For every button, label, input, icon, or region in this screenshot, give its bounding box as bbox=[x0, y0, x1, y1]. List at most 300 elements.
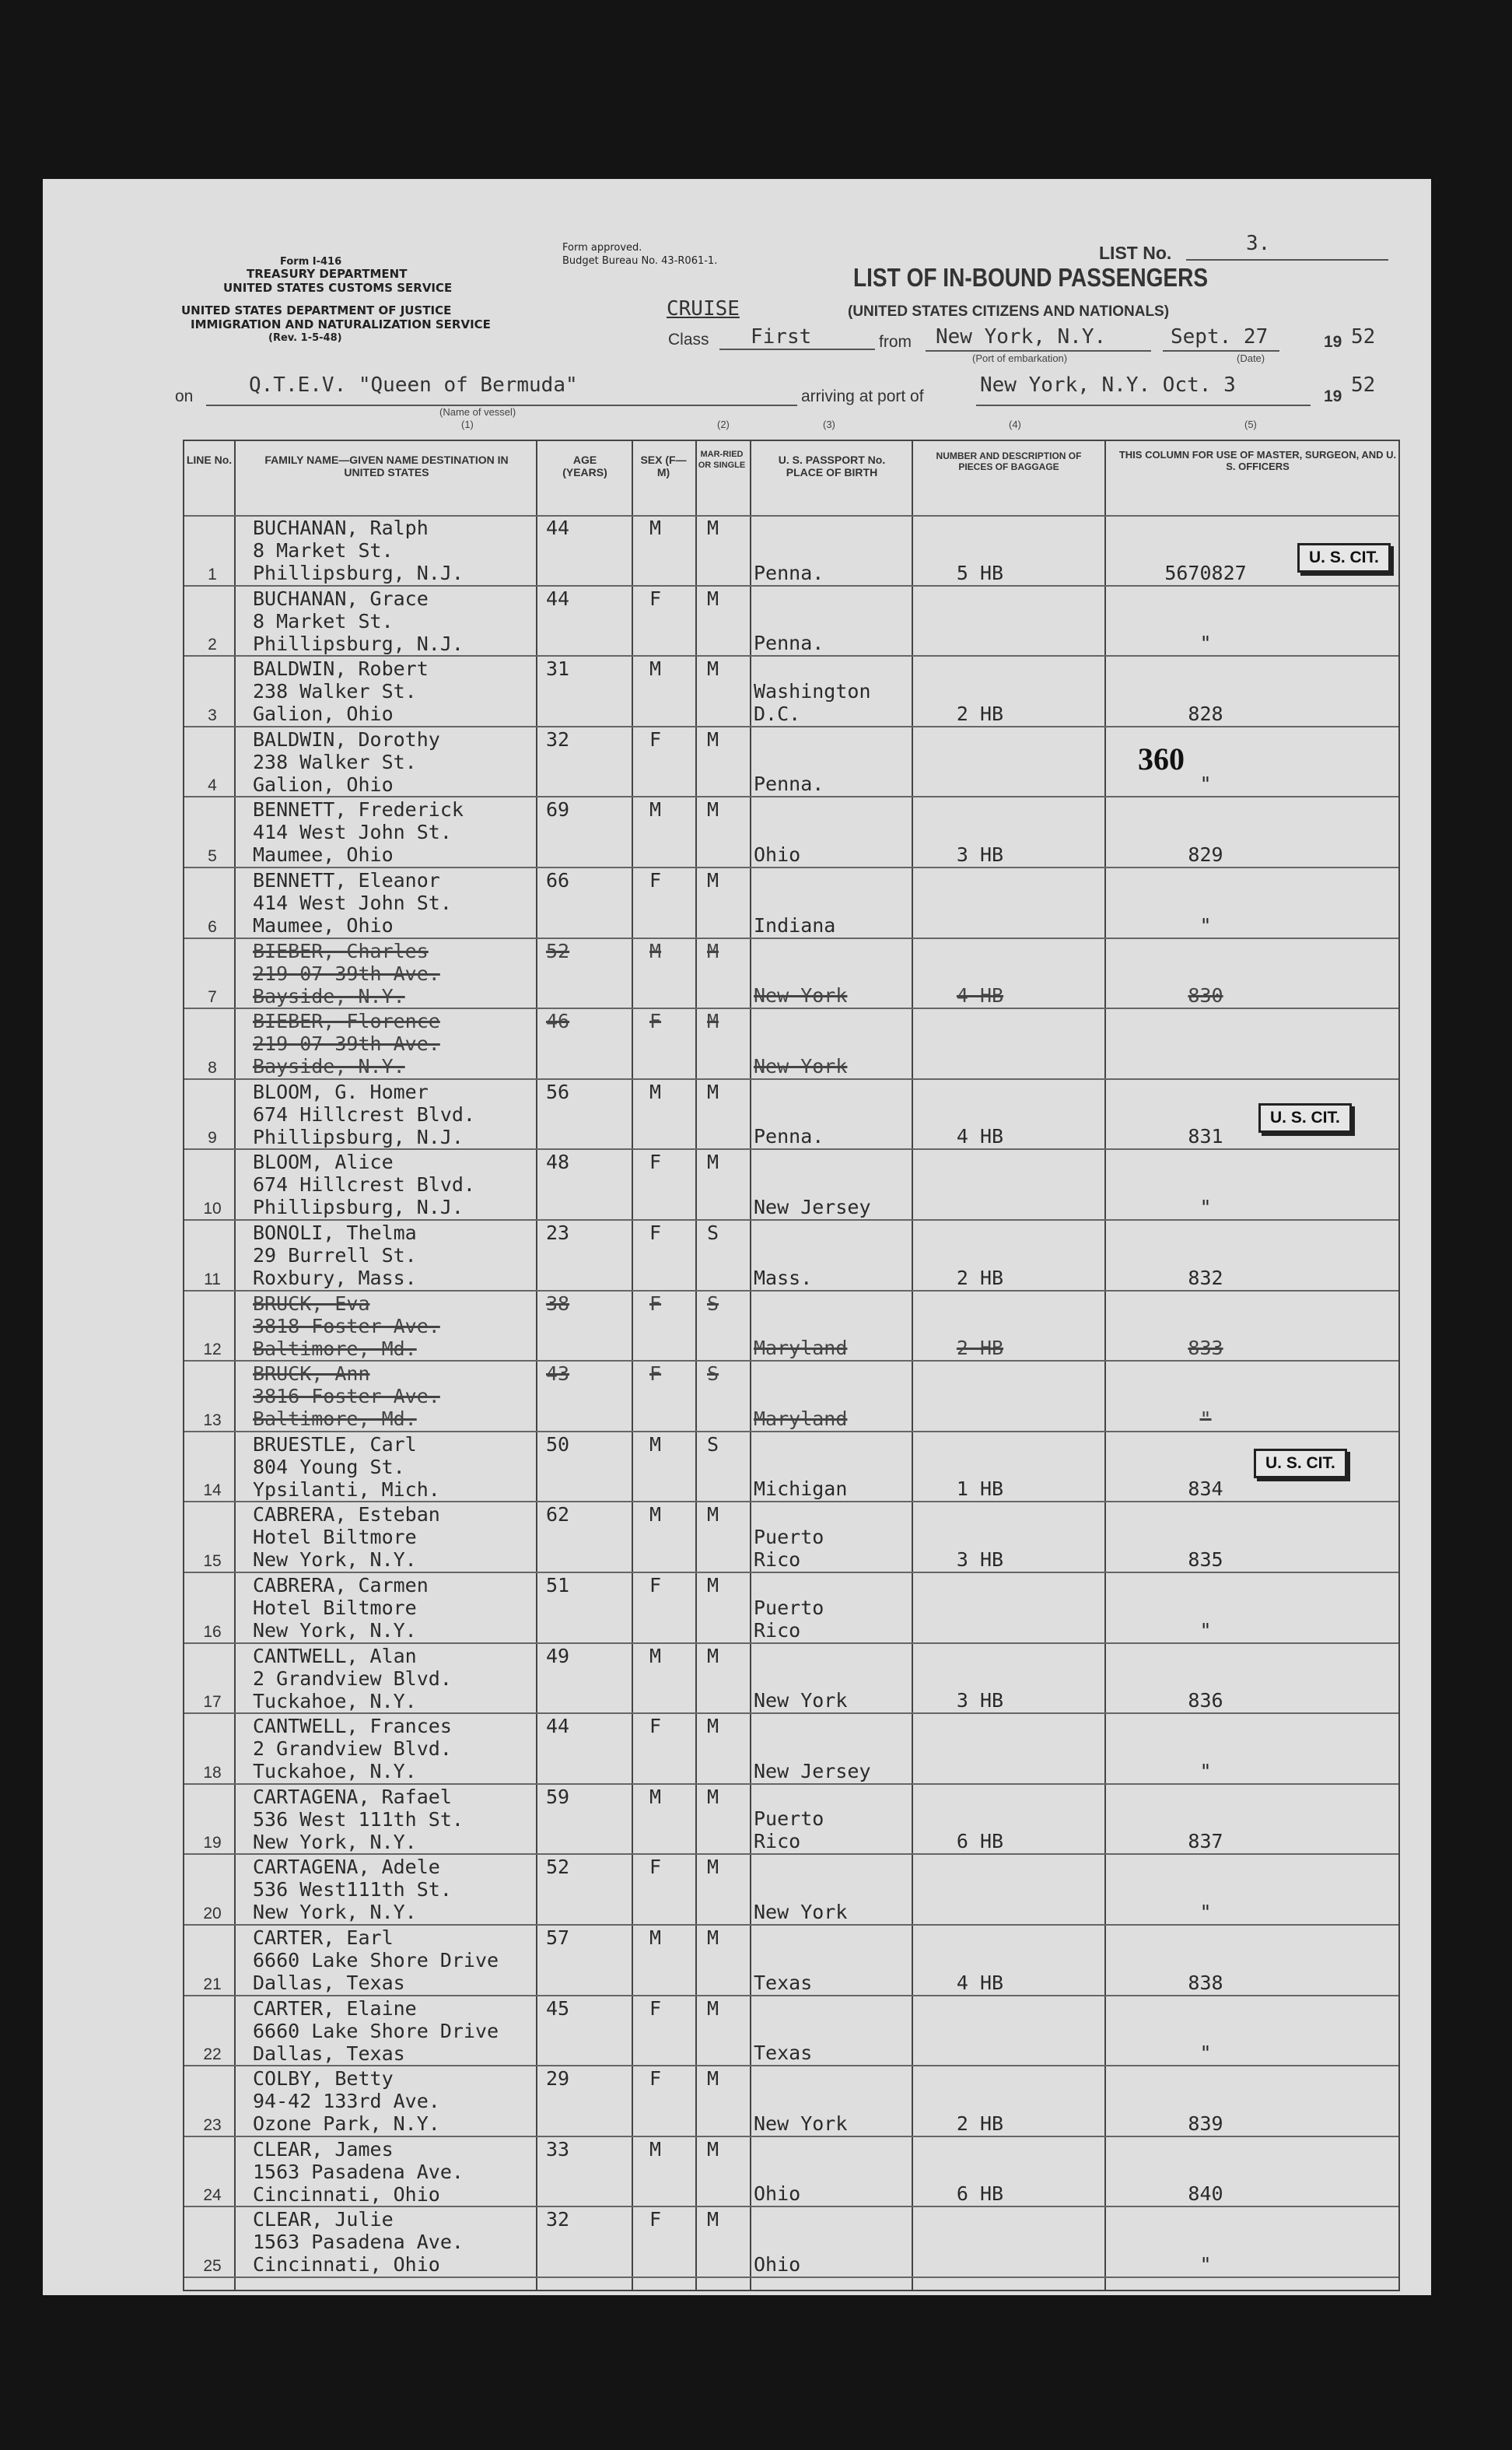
name-destination-cell bbox=[253, 1574, 429, 1642]
name-destination-cell bbox=[253, 728, 440, 796]
table-row bbox=[184, 586, 1398, 657]
name-destination-cell bbox=[253, 1786, 464, 1853]
date-line bbox=[1163, 350, 1279, 352]
destination-line: Galion, Ohio bbox=[253, 703, 394, 726]
marital-status-cell: M bbox=[707, 1010, 719, 1033]
table-row bbox=[184, 1149, 1398, 1220]
destination-line: Galion, Ohio bbox=[253, 773, 394, 796]
name-destination-cell bbox=[253, 1715, 452, 1782]
officer-column-cell: 840 bbox=[1188, 2182, 1223, 2206]
age-cell: 31 bbox=[546, 657, 570, 681]
officer-column-cell: 837 bbox=[1188, 1830, 1223, 1853]
destination-line: 1563 Pasadena Ave. bbox=[253, 2231, 464, 2254]
from-label: from bbox=[879, 333, 912, 351]
passenger-name: BIEBER, Florence bbox=[253, 1010, 440, 1033]
table-row bbox=[184, 1008, 1398, 1079]
list-no-label: LIST No. bbox=[1099, 243, 1172, 263]
name-destination-cell bbox=[253, 1010, 440, 1078]
passenger-name: CANTWELL, Alan bbox=[253, 1644, 417, 1667]
table-row bbox=[184, 1220, 1398, 1291]
passenger-name: CARTER, Earl bbox=[253, 1926, 394, 1949]
age-cell: 59 bbox=[546, 1785, 570, 1808]
officer-column-cell: " bbox=[1199, 773, 1212, 796]
officer-column-cell: " bbox=[1199, 913, 1212, 937]
year-2: 52 bbox=[1351, 373, 1376, 397]
destination-line: 2 Grandview Blvd. bbox=[253, 1667, 452, 1690]
name-destination-cell bbox=[253, 1856, 452, 1923]
destination-line: 414 West John St. bbox=[253, 821, 452, 844]
sex-cell: M bbox=[649, 798, 662, 822]
year-prefix-1: 19 bbox=[1324, 333, 1342, 351]
col-header-baggage: NUMBER AND DESCRIPTION OF PIECES OF BAGGAGE bbox=[936, 450, 1082, 472]
marital-status-cell: M bbox=[707, 1715, 719, 1738]
table-row bbox=[184, 515, 1398, 586]
name-destination-cell bbox=[253, 1433, 440, 1501]
destination-line: 1563 Pasadena Ave. bbox=[253, 2160, 464, 2183]
marital-status-cell: M bbox=[707, 1996, 719, 2020]
destination-line: 804 Young St. bbox=[253, 1455, 405, 1478]
place-of-birth-cell: Texas bbox=[754, 1971, 813, 1994]
destination-line: Bayside, N.Y. bbox=[253, 1055, 405, 1078]
officer-column-cell: " bbox=[1199, 1195, 1212, 1218]
destination-line: 536 West111th St. bbox=[253, 1878, 452, 1901]
marital-status-cell: M bbox=[707, 798, 719, 822]
age-cell: 66 bbox=[546, 869, 570, 892]
date-caption: (Date) bbox=[1237, 352, 1265, 364]
place-of-birth-cell: Maryland bbox=[754, 1407, 848, 1430]
officer-column-cell: 836 bbox=[1188, 1689, 1223, 1712]
treasury-dept: TREASURY DEPARTMENT bbox=[247, 267, 408, 281]
passenger-name: BENNETT, Eleanor bbox=[253, 869, 440, 892]
marital-status-cell: M bbox=[707, 1503, 719, 1526]
passenger-name: BLOOM, Alice bbox=[253, 1151, 394, 1174]
age-cell: 48 bbox=[546, 1151, 570, 1174]
destination-line: Tuckahoe, N.Y. bbox=[253, 1689, 417, 1712]
page-number-stamp: 360 bbox=[1138, 741, 1185, 776]
marital-status-cell: M bbox=[707, 869, 719, 892]
passenger-name: BRUCK, Eva bbox=[253, 1292, 370, 1315]
cruise-label: CRUISE bbox=[667, 297, 740, 321]
embark-date: Sept. 27 bbox=[1171, 325, 1269, 349]
destination-line: 674 Hillcrest Blvd. bbox=[253, 1102, 475, 1126]
destination-line: 238 Walker St. bbox=[253, 750, 417, 773]
marital-status-cell: S bbox=[707, 1292, 719, 1315]
sex-cell: F bbox=[649, 1362, 662, 1386]
destination-line: Cincinnati, Ohio bbox=[253, 2182, 440, 2206]
name-destination-cell bbox=[253, 1926, 499, 1994]
passenger-name: BRUCK, Ann bbox=[253, 1362, 370, 1386]
age-cell: 32 bbox=[546, 2208, 570, 2231]
destination-line: 2 Grandview Blvd. bbox=[253, 1737, 452, 1761]
place-of-birth-cell: New Jersey bbox=[754, 1759, 871, 1782]
name-destination-cell bbox=[253, 1292, 440, 1360]
class-label: Class bbox=[668, 331, 709, 349]
sex-cell: F bbox=[649, 2067, 662, 2091]
customs-service: UNITED STATES CUSTOMS SERVICE bbox=[223, 281, 453, 295]
table-row bbox=[184, 867, 1398, 938]
table-row bbox=[184, 1572, 1398, 1643]
sex-cell: M bbox=[649, 1503, 662, 1526]
passenger-name: CLEAR, James bbox=[253, 2137, 394, 2161]
destination-line: Baltimore, Md. bbox=[253, 1337, 417, 1360]
marital-status-cell: M bbox=[707, 2137, 719, 2161]
officer-column-cell: 828 bbox=[1188, 702, 1223, 725]
vessel-caption: (Name of vessel) bbox=[439, 406, 516, 418]
table-row bbox=[184, 1784, 1398, 1855]
marital-status-cell: M bbox=[707, 939, 719, 962]
place-of-birth-cell: Texas bbox=[754, 2042, 813, 2065]
place-of-birth-cell: New York bbox=[754, 2112, 848, 2135]
form-number: Form I-416 bbox=[280, 256, 342, 268]
destination-line: Roxbury, Mass. bbox=[253, 1267, 417, 1289]
line-number: 4 bbox=[208, 776, 217, 795]
arrival-line bbox=[976, 405, 1311, 406]
destination-line: 3816 Foster Ave. bbox=[253, 1385, 440, 1408]
table-row bbox=[184, 1432, 1398, 1502]
destination-line: New York, N.Y. bbox=[253, 1830, 417, 1853]
line-number: 1 bbox=[208, 565, 217, 584]
marital-status-cell: M bbox=[707, 517, 719, 539]
justice-dept: UNITED STATES DEPARTMENT OF JUSTICE bbox=[181, 303, 452, 317]
sex-cell: M bbox=[649, 517, 662, 539]
place-of-birth-cell: Penna. bbox=[754, 1125, 824, 1148]
line-number: 21 bbox=[203, 1975, 222, 1993]
age-cell: 52 bbox=[546, 939, 570, 962]
line-number: 12 bbox=[203, 1341, 222, 1359]
line-number: 6 bbox=[208, 917, 217, 936]
line-number: 24 bbox=[203, 2186, 222, 2205]
passenger-name: CARTAGENA, Adele bbox=[253, 1856, 440, 1879]
marital-status-cell: S bbox=[707, 1221, 719, 1244]
destination-line: Hotel Biltmore bbox=[253, 1526, 417, 1549]
baggage-cell: 3 HB bbox=[956, 843, 1004, 866]
vessel-name: Q.T.E.V. "Queen of Bermuda" bbox=[249, 373, 578, 397]
sex-cell: M bbox=[649, 1926, 662, 1949]
baggage-cell: 3 HB bbox=[956, 1689, 1004, 1712]
age-cell: 49 bbox=[546, 1644, 570, 1667]
name-destination-cell bbox=[253, 940, 440, 1008]
passenger-name: BALDWIN, Dorothy bbox=[253, 727, 440, 751]
passenger-name: COLBY, Betty bbox=[253, 2067, 394, 2091]
destination-line: 29 Burrell St. bbox=[253, 1244, 417, 1267]
age-cell: 51 bbox=[546, 1574, 570, 1597]
officer-column-cell: 829 bbox=[1188, 843, 1223, 866]
baggage-cell: 4 HB bbox=[956, 984, 1004, 1008]
age-cell: 43 bbox=[546, 1362, 570, 1386]
destination-line: Tuckahoe, N.Y. bbox=[253, 1760, 417, 1783]
list-title: LIST OF IN-BOUND PASSENGERS bbox=[853, 263, 1209, 292]
passenger-name: CLEAR, Julie bbox=[253, 2208, 394, 2231]
passenger-name: BRUESTLE, Carl bbox=[253, 1432, 417, 1456]
place-of-birth-cell: Penna. bbox=[754, 561, 824, 584]
table-row bbox=[184, 1361, 1398, 1432]
officer-column-cell: 832 bbox=[1188, 1266, 1223, 1289]
destination-line: 219-07 39th Ave. bbox=[253, 1032, 440, 1056]
name-destination-cell bbox=[253, 2067, 440, 2135]
marital-status-cell: S bbox=[707, 1432, 719, 1456]
destination-line: Hotel Biltmore bbox=[253, 1597, 417, 1619]
line-number: 11 bbox=[204, 1270, 221, 1288]
place-of-birth-cell: Ohio bbox=[754, 843, 801, 866]
port-caption: (Port of embarkation) bbox=[972, 352, 1068, 364]
officer-column-cell: " bbox=[1199, 632, 1212, 655]
class-line bbox=[719, 349, 875, 350]
year-1: 52 bbox=[1351, 325, 1376, 349]
baggage-cell: 5 HB bbox=[956, 561, 1004, 584]
col1-caption: (1) bbox=[461, 419, 474, 430]
sex-cell: M bbox=[649, 1080, 662, 1103]
col-header-line: LINE No. bbox=[186, 454, 233, 466]
sex-cell: F bbox=[649, 727, 662, 751]
table-row bbox=[184, 1854, 1398, 1925]
age-cell: 44 bbox=[546, 587, 570, 610]
table-row bbox=[184, 1291, 1398, 1362]
col-header-sex: SEX (F—M) bbox=[640, 454, 687, 478]
col-header-pob: U. S. PASSPORT No. PLACE OF BIRTH bbox=[778, 454, 886, 478]
officer-column-cell: 838 bbox=[1188, 1971, 1223, 1994]
name-destination-cell bbox=[253, 2138, 464, 2206]
passenger-name: BONOLI, Thelma bbox=[253, 1221, 417, 1244]
officer-column-cell: 833 bbox=[1188, 1337, 1223, 1360]
destination-line: Baltimore, Md. bbox=[253, 1407, 417, 1431]
arrival-port-date: New York, N.Y. Oct. 3 bbox=[980, 373, 1236, 397]
marital-status-cell: M bbox=[707, 1151, 719, 1174]
marital-status-cell: M bbox=[707, 1574, 719, 1597]
destination-line: Dallas, Texas bbox=[253, 2042, 405, 2065]
line-number: 5 bbox=[208, 846, 217, 865]
passenger-name: CARTER, Elaine bbox=[253, 1996, 417, 2020]
marital-status-cell: M bbox=[707, 657, 719, 681]
destination-line: 8 Market St. bbox=[253, 539, 394, 562]
destination-line: 8 Market St. bbox=[253, 609, 394, 633]
officer-column-cell: 834 bbox=[1188, 1477, 1223, 1501]
officer-column-cell: 831 bbox=[1188, 1125, 1223, 1148]
place-of-birth-cell: New Jersey bbox=[754, 1195, 871, 1218]
line-number: 19 bbox=[203, 1834, 222, 1852]
sex-cell: F bbox=[649, 2208, 662, 2231]
officer-column-cell: " bbox=[1199, 1618, 1212, 1642]
destination-line: Cincinnati, Ohio bbox=[253, 2253, 440, 2277]
sex-cell: M bbox=[649, 1432, 662, 1456]
marital-status-cell: S bbox=[707, 1362, 719, 1386]
destination-line: 414 West John St. bbox=[253, 892, 452, 914]
line-number: 2 bbox=[208, 636, 217, 654]
class-value: First bbox=[751, 325, 812, 349]
baggage-cell: 3 HB bbox=[956, 1547, 1004, 1571]
form-approved: Form approved. bbox=[562, 242, 642, 254]
age-cell: 45 bbox=[546, 1996, 570, 2020]
destination-line: Maumee, Ohio bbox=[253, 914, 394, 937]
list-no-line bbox=[1186, 259, 1388, 261]
line-number: 22 bbox=[203, 2045, 222, 2064]
destination-line: New York, N.Y. bbox=[253, 1901, 417, 1924]
officer-column-cell: " bbox=[1199, 1759, 1212, 1782]
line-number: 25 bbox=[203, 2256, 222, 2275]
age-cell: 23 bbox=[546, 1221, 570, 1244]
baggage-cell: 6 HB bbox=[956, 1830, 1004, 1853]
col-header-age: AGE (YEARS) bbox=[562, 454, 607, 478]
name-destination-cell bbox=[253, 869, 452, 937]
line-number: 16 bbox=[203, 1622, 222, 1641]
passenger-name: CANTWELL, Frances bbox=[253, 1715, 452, 1738]
destination-line: Dallas, Texas bbox=[253, 1972, 405, 1994]
name-destination-cell bbox=[253, 1081, 475, 1148]
destination-line: Bayside, N.Y. bbox=[253, 984, 405, 1008]
table-row bbox=[184, 1713, 1398, 1784]
place-of-birth-cell: Indiana bbox=[754, 913, 836, 937]
sex-cell: F bbox=[649, 1151, 662, 1174]
officer-column-cell: " bbox=[1199, 2042, 1212, 2065]
col-header-officers: THIS COLUMN FOR USE OF MASTER, SURGEON, AND U. S. OFFICERS bbox=[1118, 449, 1397, 472]
passenger-table bbox=[183, 440, 1400, 2291]
age-cell: 33 bbox=[546, 2137, 570, 2161]
baggage-cell: 6 HB bbox=[956, 2182, 1004, 2206]
name-destination-cell bbox=[253, 517, 464, 584]
passenger-name: BIEBER, Charles bbox=[253, 939, 429, 962]
officer-column-cell: " bbox=[1199, 2252, 1212, 2276]
line-number: 23 bbox=[203, 2115, 222, 2134]
place-of-birth-cell: Penna. bbox=[754, 632, 824, 655]
table-row bbox=[184, 1996, 1398, 2066]
list-subtitle: (UNITED STATES CITIZENS AND NATIONALS) bbox=[848, 303, 1170, 320]
line-number: 15 bbox=[203, 1551, 222, 1570]
sex-cell: M bbox=[649, 939, 662, 962]
revision-date: (Rev. 1-5-48) bbox=[268, 332, 342, 344]
age-cell: 44 bbox=[546, 1715, 570, 1738]
place-of-birth-cell: Maryland bbox=[754, 1337, 848, 1360]
place-of-birth-cell: New York bbox=[754, 1900, 848, 1923]
from-line bbox=[926, 350, 1151, 352]
line-number: 3 bbox=[208, 706, 217, 724]
list-no-value: 3. bbox=[1246, 232, 1271, 255]
place-of-birth-cell: Mass. bbox=[754, 1266, 813, 1289]
sex-cell: F bbox=[649, 1010, 662, 1033]
passenger-name: BENNETT, Frederick bbox=[253, 798, 464, 822]
destination-line: 219-07 39th Ave. bbox=[253, 962, 440, 985]
us-citizen-stamp: U. S. CIT. bbox=[1258, 1103, 1352, 1133]
name-destination-cell bbox=[253, 1221, 417, 1289]
line-number: 7 bbox=[208, 988, 217, 1007]
destination-line: 6660 Lake Shore Drive bbox=[253, 1949, 499, 1972]
marital-status-cell: M bbox=[707, 587, 719, 610]
age-cell: 62 bbox=[546, 1503, 570, 1526]
col4-caption: (4) bbox=[1009, 419, 1021, 430]
officer-column-cell: 839 bbox=[1188, 2112, 1223, 2135]
age-cell: 52 bbox=[546, 1856, 570, 1879]
destination-line: 6660 Lake Shore Drive bbox=[253, 2019, 499, 2042]
baggage-cell: 4 HB bbox=[956, 1125, 1004, 1148]
place-of-birth-cell: Puerto Rico bbox=[754, 1596, 824, 1642]
age-cell: 50 bbox=[546, 1432, 570, 1456]
table-row bbox=[184, 1502, 1398, 1572]
sex-cell: F bbox=[649, 587, 662, 610]
table-row bbox=[184, 1079, 1398, 1150]
destination-line: Phillipsburg, N.J. bbox=[253, 562, 464, 584]
age-cell: 29 bbox=[546, 2067, 570, 2091]
destination-line: Ozone Park, N.Y. bbox=[253, 2112, 440, 2136]
place-of-birth-cell: Penna. bbox=[754, 773, 824, 796]
sex-cell: F bbox=[649, 869, 662, 892]
destination-line: 674 Hillcrest Blvd. bbox=[253, 1173, 475, 1197]
age-cell: 57 bbox=[546, 1926, 570, 1949]
destination-line: 238 Walker St. bbox=[253, 680, 417, 703]
line-number: 20 bbox=[203, 1904, 222, 1922]
place-of-birth-cell: Michigan bbox=[754, 1477, 848, 1501]
destination-line: New York, N.Y. bbox=[253, 1548, 417, 1572]
passenger-name: BUCHANAN, Ralph bbox=[253, 517, 429, 539]
destination-line: New York, N.Y. bbox=[253, 1619, 417, 1642]
age-cell: 32 bbox=[546, 727, 570, 751]
marital-status-cell: M bbox=[707, 1644, 719, 1667]
place-of-birth-cell: New York bbox=[754, 1054, 848, 1078]
sex-cell: M bbox=[649, 657, 662, 681]
arriving-label: arriving at port of bbox=[801, 387, 924, 405]
table-row bbox=[184, 727, 1398, 797]
name-destination-cell bbox=[253, 657, 429, 725]
destination-line: Phillipsburg, N.J. bbox=[253, 1196, 464, 1219]
marital-status-cell: M bbox=[707, 2208, 719, 2231]
age-cell: 38 bbox=[546, 1292, 570, 1315]
place-of-birth-cell: Ohio bbox=[754, 2182, 801, 2206]
marital-status-cell: M bbox=[707, 1785, 719, 1808]
age-cell: 44 bbox=[546, 517, 570, 539]
officer-column-cell: " bbox=[1199, 1407, 1212, 1430]
place-of-birth-cell: New York bbox=[754, 1689, 848, 1712]
ins-service: IMMIGRATION AND NATURALIZATION SERVICE bbox=[191, 317, 491, 331]
name-destination-cell bbox=[253, 1997, 499, 2065]
name-destination-cell bbox=[253, 587, 464, 655]
baggage-cell: 2 HB bbox=[956, 1266, 1004, 1289]
baggage-cell: 2 HB bbox=[956, 702, 1004, 725]
officer-column-cell: 830 bbox=[1188, 984, 1223, 1008]
officer-column-cell: 835 bbox=[1188, 1547, 1223, 1571]
table-row bbox=[184, 2066, 1398, 2136]
marital-status-cell: M bbox=[707, 1856, 719, 1879]
destination-line: Maumee, Ohio bbox=[253, 843, 394, 867]
baggage-cell: 1 HB bbox=[956, 1477, 1004, 1501]
destination-line: Phillipsburg, N.J. bbox=[253, 1125, 464, 1148]
line-number: 8 bbox=[208, 1058, 217, 1077]
place-of-birth-cell: New York bbox=[754, 984, 848, 1008]
name-destination-cell bbox=[253, 1503, 440, 1571]
passenger-name: CABRERA, Esteban bbox=[253, 1503, 440, 1526]
sex-cell: M bbox=[649, 1785, 662, 1808]
destination-line: Ypsilanti, Mich. bbox=[253, 1477, 440, 1501]
place-of-birth-cell: Puerto Rico bbox=[754, 1525, 824, 1571]
age-cell: 69 bbox=[546, 798, 570, 822]
sex-cell: F bbox=[649, 1856, 662, 1879]
table-row bbox=[184, 938, 1398, 1009]
destination-line: 536 West 111th St. bbox=[253, 1807, 464, 1831]
baggage-cell: 2 HB bbox=[956, 2112, 1004, 2135]
col2-caption: (2) bbox=[717, 419, 730, 430]
marital-status-cell: M bbox=[707, 1926, 719, 1949]
place-of-birth-cell: Ohio bbox=[754, 2252, 801, 2276]
passenger-name: CARTAGENA, Rafael bbox=[253, 1785, 452, 1808]
col5-caption: (5) bbox=[1244, 419, 1257, 430]
officer-column-cell: 5670827 bbox=[1164, 561, 1247, 584]
line-number: 14 bbox=[203, 1481, 222, 1500]
destination-line: 94-42 133rd Ave. bbox=[253, 2090, 440, 2113]
officer-column-cell: " bbox=[1199, 1900, 1212, 1923]
destination-line: 3818 Foster Ave. bbox=[253, 1314, 440, 1337]
line-number: 9 bbox=[208, 1129, 217, 1148]
us-citizen-stamp: U. S. CIT. bbox=[1297, 543, 1391, 573]
port-of-embarkation: New York, N.Y. bbox=[936, 325, 1107, 349]
table-row bbox=[184, 1925, 1398, 1996]
table-row bbox=[184, 2136, 1398, 2207]
destination-line: Phillipsburg, N.J. bbox=[253, 632, 464, 655]
